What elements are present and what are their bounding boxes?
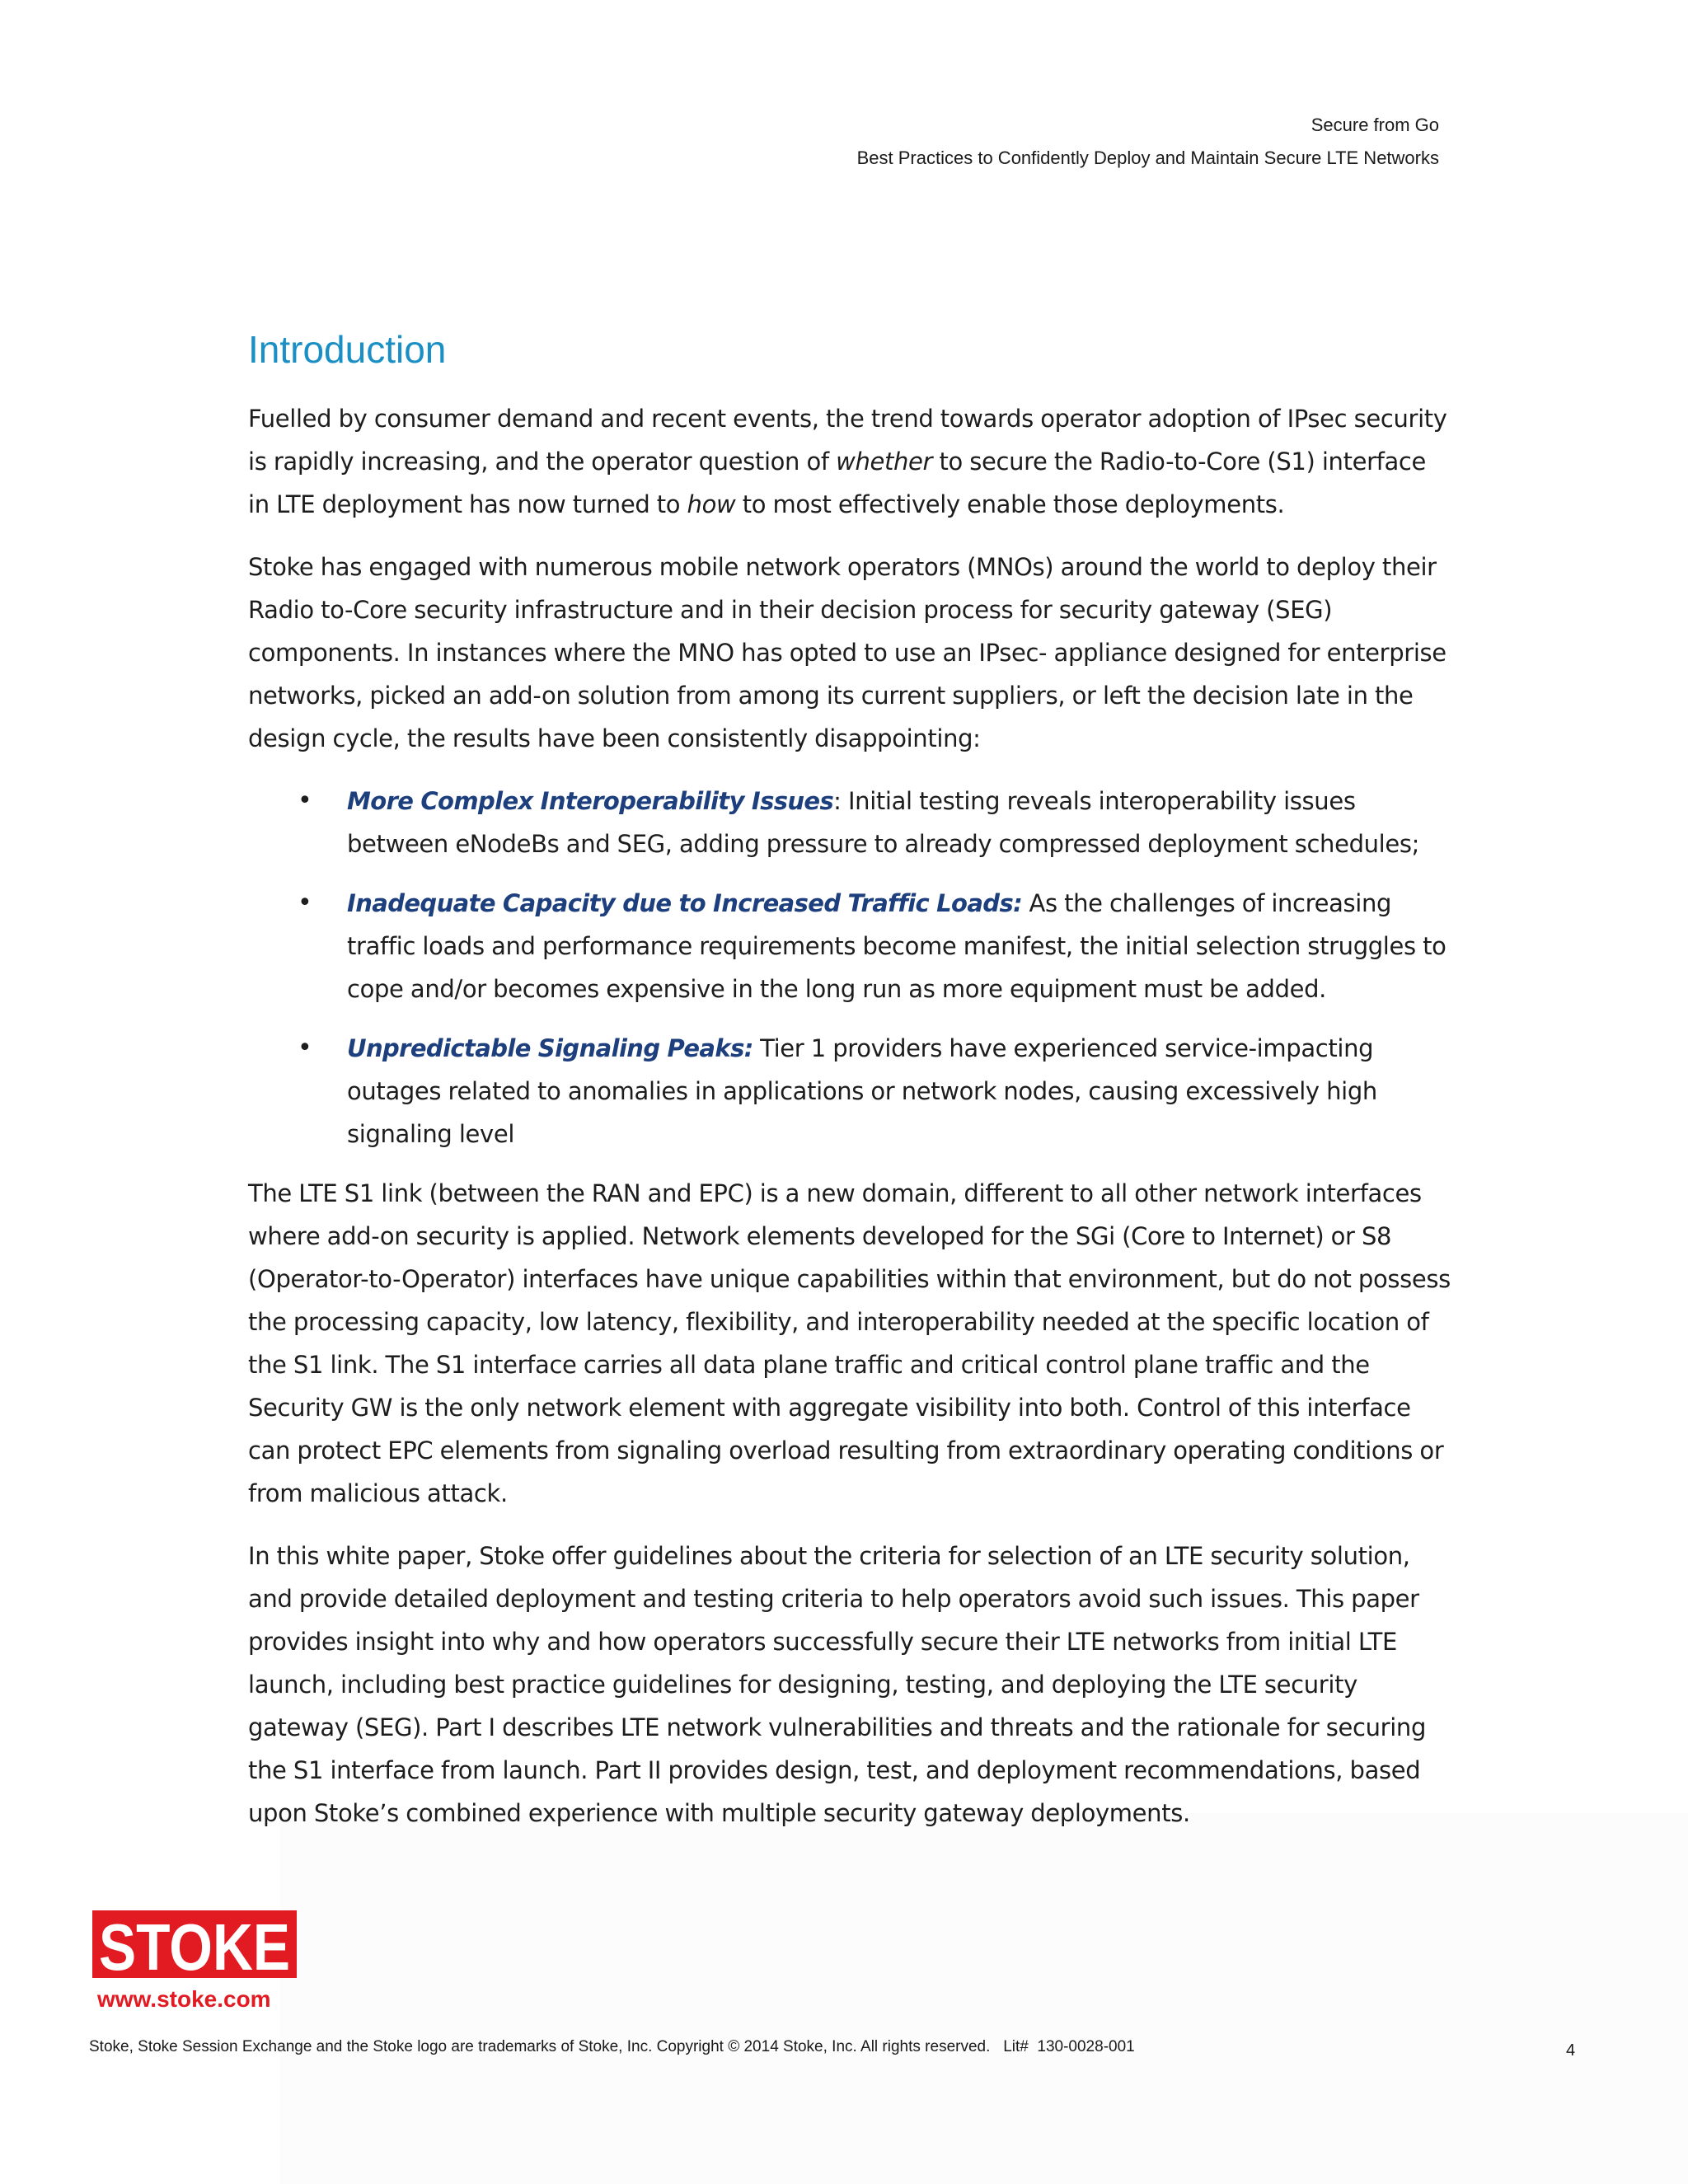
footer-legal-text: Stoke, Stoke Session Exchange and the Stoke logo are trademarks of Stoke, Inc. Copyright © 2014 Stoke, Inc. All rights reserved. Lit# 130-0028-001 bbox=[89, 2038, 1135, 2055]
logo-text: STOKE bbox=[99, 1910, 290, 1984]
p1-text-1: Fuelled by consumer demand and recent events, the trend towards operator adoption of IPsec security is rapidly increasing, and the operator question of bbox=[248, 405, 1447, 476]
issues-bullet-list bbox=[248, 780, 1451, 1155]
footer-background-panel bbox=[280, 1813, 1688, 2184]
intro-paragraph-4: In this white paper, Stoke offer guidelines about the criteria for selection of an LTE security solution, and provide detailed deployment and testing criteria to help operators avoid such issues. This paper provides insight into why and how operators successfully secure their LTE networks from initial LTE launch, including best practice guidelines for designing, testing, and deploying the LTE security gateway (SEG). Part I describes LTE network vulnerabilities and threats and the rationale for securing the S1 interface from launch. Part II provides design, test, and deployment recommendations, based upon Stoke’s combined experience with multiple security gateway deployments. bbox=[248, 1542, 1427, 1827]
bullet-marker: • bbox=[298, 888, 312, 917]
intro-paragraph-3: The LTE S1 link (between the RAN and EPC) is a new domain, different to all other network interfaces where add-on security is applied. Network elements developed for the SGi (Core to Internet) or S8 (Operator-to-Operator) interfaces have unique capabilities within that environment, but do not possess the processing capacity, low latency, flexibility, and interoperability needed at the specific location of the S1 link. The S1 interface carries all data plane traffic and critical control plane traffic and the Security GW is the only network element with aggregate visibility into both. Control of this interface can protect EPC elements from signaling overload resulting from extraordinary operating conditions or from malicious attack. bbox=[248, 1179, 1451, 1507]
header-title: Secure from Go bbox=[1311, 115, 1439, 135]
main-content bbox=[248, 323, 1451, 1854]
bullet-lead: More Complex Interoperability Issues bbox=[347, 787, 834, 815]
intro-paragraph-2: Stoke has engaged with numerous mobile network operators (MNOs) around the world to deploy their Radio to-Core security infrastructure and in their decision process for security gateway (SEG) components. In instances where the MNO has opted to use an IPsec- appliance designed for enterprise networks, picked an add-on solution from among its current suppliers, or left the decision late in the design cycle, the results have been consistently disappointing: bbox=[248, 553, 1447, 752]
bullet-separator: : bbox=[833, 787, 842, 815]
running-header bbox=[857, 109, 1439, 175]
p1-text-3: to most effectively enable those deployments. bbox=[735, 490, 1285, 518]
bullet-marker: • bbox=[298, 1033, 312, 1062]
p1-emphasis-how: how bbox=[687, 490, 736, 518]
bullet-marker: • bbox=[298, 786, 312, 815]
section-title: Introduction bbox=[248, 328, 447, 371]
p1-emphasis-whether: whether bbox=[836, 448, 933, 476]
stoke-logo bbox=[92, 1910, 297, 1984]
website-link[interactable]: www.stoke.com bbox=[97, 1986, 271, 2012]
intro-paragraph-1 bbox=[248, 397, 1451, 526]
header-subtitle: Best Practices to Confidently Deploy and Maintain Secure LTE Networks bbox=[856, 148, 1439, 168]
page-number: 4 bbox=[1566, 2041, 1576, 2060]
bullet-lead: Inadequate Capacity due to Increased Traffic Loads: bbox=[347, 889, 1023, 917]
bullet-text: Tier 1 providers have experienced service-impacting outages related to anomalies in applications or network nodes, causing excessively high signaling level bbox=[347, 1034, 1377, 1148]
bullet-lead: Unpredictable Signaling Peaks: bbox=[347, 1034, 753, 1062]
p1-text-2: to secure the Radio-to-Core (S1) interface in LTE deployment has now turned to bbox=[248, 448, 1427, 518]
bullet-item bbox=[248, 882, 1451, 1010]
bullet-text: As the challenges of increasing traffic loads and performance requirements become manifest, the initial selection struggles to cope and/or becomes expensive in the long run as more equipment must be added. bbox=[347, 889, 1447, 1003]
bullet-item bbox=[248, 1027, 1451, 1155]
bullet-text: Initial testing reveals interoperability issues between eNodeBs and SEG, adding pressure to already compressed deployment schedules; bbox=[347, 787, 1420, 858]
bullet-item bbox=[248, 780, 1451, 865]
